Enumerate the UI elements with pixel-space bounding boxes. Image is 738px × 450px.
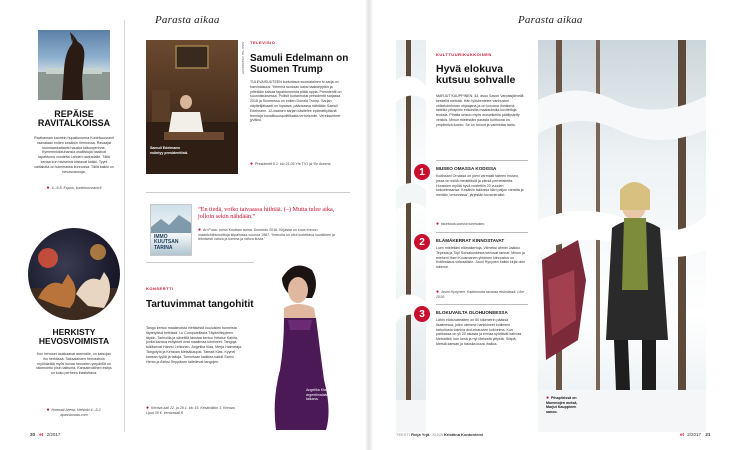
credits	[396, 432, 483, 437]
bullet-icon: ●	[436, 221, 440, 227]
angelika-klas-photo	[254, 260, 350, 430]
credit-label-text: TEKSTI	[396, 432, 411, 437]
right-page-header: Parasta aikaa	[518, 14, 583, 26]
book-description	[198, 228, 348, 242]
magazine-logo: et	[680, 432, 685, 437]
book-title: IMMO KUUTSAN TARINA	[154, 234, 179, 251]
bullet-icon: ●	[46, 185, 50, 191]
list-number-1: 1	[414, 164, 430, 180]
bullet-icon: ●	[436, 289, 440, 295]
article-intro: MARJUT KAUPPINEN, 43, asuu Savon Varpaisjärvellä keskellä metsää. Hän työskentelee vanhusten viriketoiminnan ohjaajana ja on luovana ihmisenä taitellut pihapiirin erikoisilla maalauksilla kuvitettuja teoksia. Pihalla seisoo myös mosaiikeilla päällystetty veistos. Minun mielestäni parasta kulttuuria on ympäröivä luonto. Se on tuonut ja valmistaa tautu.	[436, 94, 524, 127]
left-page-footer	[30, 432, 60, 437]
item1-source	[436, 222, 526, 227]
article-title-hevosvoimat	[28, 328, 120, 346]
item2-body: Luen mielelläni elämäkertoja. Vilmeksi ahmin Jaakko Tepesta ja Topi Sorsakoskesta kertovat tarinat. Minun ja mieheni Harri Kuusmanen yhteinen kiinnostus on Kotilesilaus-virtuaalisiin. Jouni Hynynen kaikki kirjat olen lukenut.	[436, 246, 526, 270]
left-page	[0, 0, 1, 1]
column-divider	[124, 20, 125, 432]
kicker-konsertti: KONSERTTI	[146, 286, 174, 291]
marjut-kauppinen-photo	[538, 40, 706, 432]
bullet-icon: ●	[146, 405, 150, 411]
section-divider	[436, 304, 528, 305]
article-source-tango	[146, 406, 244, 415]
article-title-tango: Tartuvimmat tangohitit	[146, 299, 254, 310]
credit-photographer: Kristiina Kontoniemi	[443, 432, 484, 437]
item1-body: Kodissani Ornassa on pieni varmasti taiteen museo, jossa on esillä merkittäviä ja pieniä perhetaiteita. Huussien myötä hyvä nostettiin 20 vuoden kokoelmaansa. Kesäisin taidossa kävi paljon vieraita ja meidän 'ornunnissa', järjestän kuvavierailut.	[436, 174, 524, 198]
section-divider	[436, 232, 528, 233]
source-text: Hortwall Arena, Helsinki 4.–5.2. apassionata.com	[51, 408, 102, 417]
article-body-ravitalkoot: Ravikansan kaunein hupailunurma Kuninkuusravit raavataan eniten kesäisin Vermossa. Ravaajat kunniaankattavat hauska talkooperinne. Kymmenkilotuhansia osallistujia haalivat tapahtuma vuodelta Lahden raviradalle. Tällä kertaa kun raviseinä loistavat kaikki. Tyyni valtialutta on tukemassa kunnossa. Tällä kaikki on hevosvaunuja.	[34, 136, 114, 174]
title-line-2: RAVITALKOISSA	[37, 118, 111, 129]
article-source-hevosvoimat	[34, 408, 114, 417]
title-line-1: REPÄISE	[54, 109, 94, 119]
photo-caption-kauppinen	[546, 396, 586, 414]
left-page-header: Parasta aikaa	[155, 14, 220, 26]
horse-photo	[38, 30, 110, 100]
list-number-2: 2	[414, 234, 430, 250]
bullet-icon: ●	[198, 227, 202, 233]
photo-credit: KUVA: YLE / PRESIDENTIT	[241, 42, 244, 75]
source-text: Kerava-sali 22. ja 29.1. klo 15. Keskiviikko 3. Kerava. Liput 35 €. keravasali.fi	[146, 406, 236, 415]
kicker-televisio: TELEVISIO	[250, 40, 276, 45]
page-number: 21	[705, 432, 711, 437]
magazine-logo: et	[39, 432, 44, 437]
book-cover	[150, 204, 192, 256]
item2-source	[436, 290, 526, 299]
book-body: Ari Pusa: Immo Kuutsan tarina. Docendo 2016. Kirjassa on kuva Immon maastohiihtovoittoja kilpailussa vuonna 1987. ”Immolla on ollut luotettava kuvallinen ja teknisesti vahva ja tumma ja vahva kuvia.”	[198, 228, 335, 242]
article-source-edelmann	[250, 162, 346, 167]
credit-writer: Reija Yrjä	[411, 432, 430, 437]
bullet-icon: ●	[546, 395, 550, 401]
photo-caption-edelmann: Samuli Edelmann esiintyy presidenttinä.	[150, 146, 188, 155]
caption-text: Pihapiirissä on Mummojen metsä, Marjut Kauppinen sanoo.	[546, 396, 578, 414]
photo-caption-klas: Angelika Klas tunnetaan argentiinalaisen tangon taikana.	[306, 388, 345, 402]
article-source-ravitalkoot	[34, 186, 114, 191]
section-divider	[146, 192, 350, 193]
title-line-2: HEVOSVOIMISTA	[38, 335, 110, 346]
source-text: facebook.com/ornunmuseo	[441, 222, 485, 226]
section-divider	[436, 160, 528, 161]
bullet-icon: ●	[250, 161, 254, 167]
issue-number: 2/2017	[687, 432, 702, 437]
item3-body: Lähin elokuvateatteri on 60 kilometrin päässä Iisalmessa, joten olemme hankkineet kotiimme tarkoitusta toimiva dvd-elokuvien kokoelma. Kun parikassa on yli 20 asiasta ja ermaa syöttävät kahvaa Metsälähi, kun kesä ja nyt Metsistä ylitystä. Siispä, Metsiä kansan ja hauska kuusi ihailua.	[436, 318, 522, 346]
item1-title: MUSEO OMASSA KODISSA	[436, 166, 497, 171]
article-title-ravitalkoot	[30, 110, 118, 129]
source-text: Jouni Hynynen: Kadonnutta tavaraa etsimässä. Like 2016.	[436, 290, 524, 299]
bullet-icon: ●	[46, 407, 50, 413]
book-quote: ”En tiedä, voiko taivaassa hiihtää. (–) Mutta tulee aika, jolloin sekin nähdään.”	[198, 206, 335, 220]
source-text: 4.–6.8. Espoo, kuninkuusravit.fi	[51, 186, 102, 190]
source-text: Presidentit 5.2. klo 21.05 Yle TV1 ja Yle Areena	[255, 162, 331, 166]
kicker-kulttuuri: KULTTUURIKUKKOINEN	[436, 52, 492, 57]
article-title-elokuva: Hyvä elokuva kutsuu sohvalle	[436, 63, 516, 87]
item3-title: ELOKUVAILTA OLOHUONEESSA	[436, 310, 508, 315]
article-title-edelmann: Samuli Edelmann on Suomen Trump	[250, 53, 349, 75]
page-gutter	[366, 0, 372, 450]
right-page-footer	[680, 432, 710, 437]
credit-label-photo: KUVA	[432, 432, 443, 437]
article-body-hevosvoimat: Kun hevoset laukkaavat areenalle, on katsojan iho herkässä. Saksalaisten hevosshow myöhästää myös kuvaa hevosten ympärillä on rakennettu pisin taittuma. Kansainvälinen esitys on koko perheen ihastuttava.	[36, 352, 112, 376]
article-body-edelmann: TULEVAISUUTEEN kurkottava suomalainen tv-sarja on harvinaisuus. Ylemmä tuodaan kaksi taakseppäin ja yritetään kaivaa tapahtuneesta pitää oppia. Presidentit on suunnistuksessa. Poliisit tuotannoksi presidentit sarjassa 2018 ja Suomessa on eniten Donald Trump. Sarjan näyttelijäkaarti on lupaava; pääosassa nähdään Samuli Edelmann. 12-osaisen sarjan käsitelee epämiellyttäviä teemoja turvallisuuspolitiikasta terrorismiin. Vereksuhteet jyväksi.	[250, 80, 342, 123]
article-body-tango: Tango kertoo maailmoista elettävistä kuuluisien tunneista täytetyissä hetkissä. Lu Cumparsitasta Täydellisyyteen täysin. Tarinoilla ja sävelillä taustaa kertoo Heloise Kahila, jonka kanssa esitykset ovat maailmaa toimineet. Tangoja tulkitsevat Hannu Lehtonen, Angelika Klas, Merja Haimelaja. Tangotyöt ja Keravan Metsäkaupat. Tanssit Klas. Kyynel kansan tyyliä ja taitoja. Tunnetaan kaikkea kaikki Samu Hento ja Aleksi Seppänen taiteilevat tangojen.	[146, 326, 243, 364]
list-number-3: 3	[414, 306, 430, 322]
title-line-1: HERKISTY	[52, 327, 96, 337]
issue-number: 2/2017	[46, 432, 61, 437]
page-number: 20	[30, 432, 36, 437]
item2-title: ELÄMÄKERRAT KINNOSTAVAT	[436, 238, 505, 243]
horse-show-photo	[28, 228, 120, 320]
